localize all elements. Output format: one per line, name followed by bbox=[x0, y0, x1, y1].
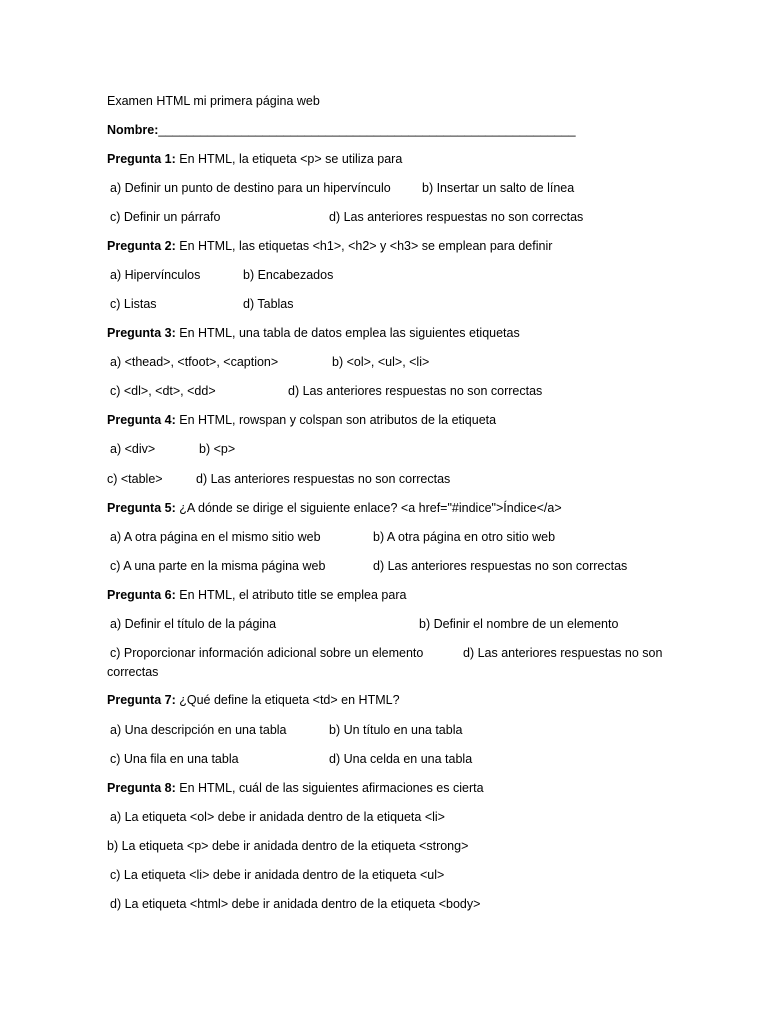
question-label: Pregunta 4: bbox=[107, 413, 176, 427]
question-text: En HTML, una tabla de datos emplea las siguientes etiquetas bbox=[175, 326, 520, 340]
question-text: En HTML, la etiqueta <p> se utiliza para bbox=[175, 152, 403, 166]
question-6 bbox=[107, 587, 406, 603]
question-4 bbox=[107, 412, 496, 428]
answer-option: a) <thead>, <tfoot>, <caption> bbox=[110, 355, 279, 369]
answer-option: c) <dl>, <dt>, <dd> bbox=[110, 384, 216, 398]
answer-option: a) <div> bbox=[110, 442, 156, 456]
question-label: Pregunta 6: bbox=[107, 588, 176, 602]
answer-option: a) Hipervínculos bbox=[110, 268, 201, 282]
question-text: En HTML, cuál de las siguientes afirmaciones es cierta bbox=[175, 781, 484, 795]
answer-option: c) Definir un párrafo bbox=[110, 210, 221, 224]
name-label: Nombre: bbox=[107, 123, 159, 137]
answer-option: d) Las anteriores respuestas no son bbox=[463, 646, 663, 660]
answer-option: c) Listas bbox=[110, 297, 157, 311]
answer-option: d) Las anteriores respuestas no son correctas bbox=[329, 210, 584, 224]
question-label: Pregunta 2: bbox=[107, 239, 176, 253]
question-1 bbox=[107, 151, 402, 167]
question-label: Pregunta 8: bbox=[107, 781, 176, 795]
answer-option: c) La etiqueta <li> debe ir anidada dentro de la etiqueta <ul> bbox=[110, 868, 445, 882]
question-text: En HTML, las etiquetas <h1>, <h2> y <h3> se emplean para definir bbox=[175, 239, 553, 253]
answer-option: d) Las anteriores respuestas no son correctas bbox=[288, 384, 543, 398]
answer-option: b) La etiqueta <p> debe ir anidada dentro de la etiqueta <strong> bbox=[107, 839, 469, 853]
answer-option: c) A una parte en la misma página web bbox=[110, 559, 326, 573]
answer-option: b) Insertar un salto de línea bbox=[422, 181, 575, 195]
exam-title: Examen HTML mi primera página web bbox=[107, 94, 320, 108]
answer-option: d) Tablas bbox=[243, 297, 294, 311]
answer-option: c) Proporcionar información adicional sobre un elemento bbox=[110, 646, 424, 660]
answer-option: b) <ol>, <ul>, <li> bbox=[332, 355, 430, 369]
answer-option: d) La etiqueta <html> debe ir anidada dentro de la etiqueta <body> bbox=[110, 897, 481, 911]
answer-option: b) A otra página en otro sitio web bbox=[373, 530, 556, 544]
question-2 bbox=[107, 238, 552, 254]
answer-option: d) Las anteriores respuestas no son correctas bbox=[196, 472, 451, 486]
answer-option: c) Una fila en una tabla bbox=[110, 752, 239, 766]
answer-option: d) Las anteriores respuestas no son correctas bbox=[373, 559, 628, 573]
answer-option: b) Definir el nombre de un elemento bbox=[419, 617, 619, 631]
answer-option: c) <table> bbox=[107, 472, 163, 486]
answer-option: b) Un título en una tabla bbox=[329, 723, 463, 737]
name-line: ____________________________________________________________ bbox=[158, 123, 576, 137]
answer-option: a) Definir el título de la página bbox=[110, 617, 277, 631]
question-text: ¿A dónde se dirige el siguiente enlace? <a href="#indice">Índice</a> bbox=[175, 501, 562, 515]
question-3 bbox=[107, 325, 520, 341]
question-label: Pregunta 7: bbox=[107, 693, 176, 707]
question-text: En HTML, rowspan y colspan son atributos de la etiqueta bbox=[175, 413, 497, 427]
answer-option-continuation: correctas bbox=[107, 665, 159, 679]
question-8 bbox=[107, 780, 484, 796]
answer-option: b) <p> bbox=[199, 442, 236, 456]
question-text: ¿Qué define la etiqueta <td> en HTML? bbox=[175, 693, 400, 707]
question-text: En HTML, el atributo title se emplea para bbox=[175, 588, 407, 602]
answer-option: a) La etiqueta <ol> debe ir anidada dentro de la etiqueta <li> bbox=[110, 810, 445, 824]
answer-option: a) A otra página en el mismo sitio web bbox=[110, 530, 321, 544]
name-field bbox=[107, 122, 576, 138]
answer-option: a) Una descripción en una tabla bbox=[110, 723, 287, 737]
answer-option: d) Una celda en una tabla bbox=[329, 752, 473, 766]
question-7 bbox=[107, 692, 400, 708]
question-label: Pregunta 1: bbox=[107, 152, 176, 166]
question-label: Pregunta 5: bbox=[107, 501, 176, 515]
question-label: Pregunta 3: bbox=[107, 326, 176, 340]
answer-option: b) Encabezados bbox=[243, 268, 334, 282]
answer-option: a) Definir un punto de destino para un hipervínculo bbox=[110, 181, 391, 195]
question-5 bbox=[107, 500, 562, 516]
